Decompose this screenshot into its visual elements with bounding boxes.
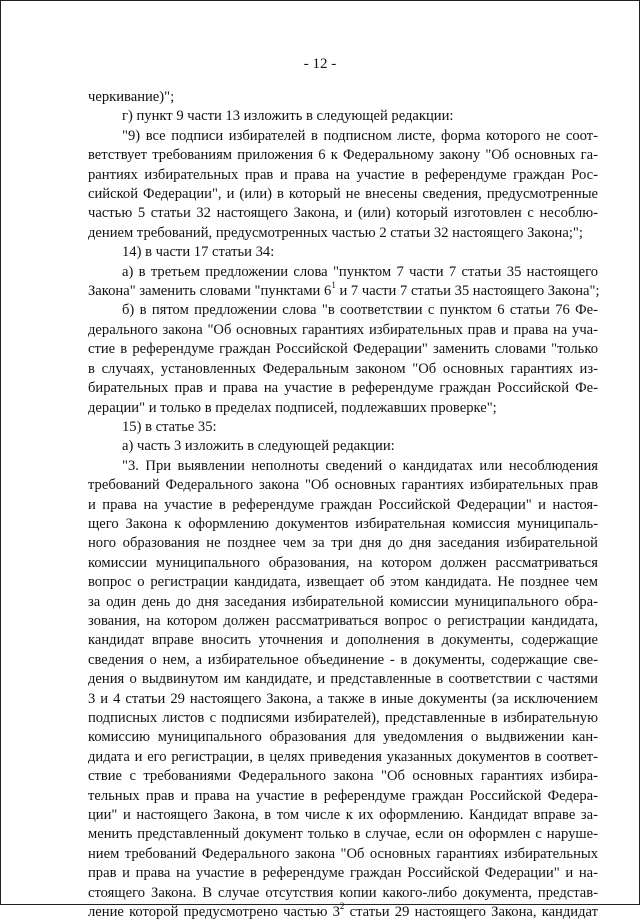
text-line: черкивание)"; xyxy=(88,89,175,105)
page-number: - 12 - xyxy=(303,56,337,72)
text-line: дидата и его регистрации, в целях приведения указанных документов в соответ- xyxy=(88,748,598,765)
text-line: вопрос о регистрации кандидата, извещает об этом кандидата. Не позднее чем xyxy=(88,574,598,591)
text-line: а) в третьем предложении слова "пунктом 7 части 7 статьи 35 настоящего xyxy=(122,263,598,280)
text-line: б) в пятом предложении слова "в соответствии с пунктом 6 статьи 76 Фе- xyxy=(122,302,598,319)
text-line: требований Федерального закона "Об основных гарантиях избирательных прав xyxy=(88,477,598,494)
text-line: г) пункт 9 части 13 изложить в следующей редакции: xyxy=(122,108,454,125)
text-line: менить представленный документ только в случае, если он оформлен с наруше- xyxy=(88,826,598,843)
text-line: ции" и настоящего Закона, в том числе к их оформлению. Кандидат вправе за- xyxy=(88,807,598,824)
text-line: ветствует требованиям приложения 6 к Федеральному закону "Об основных га- xyxy=(88,147,598,164)
text-line: частью 5 статьи 32 настоящего Закона, и (или) который изготовлен с несоблю- xyxy=(88,205,598,222)
text-line: "3. При выявлении неполноты сведений о кандидатах или несоблюдения xyxy=(122,457,598,474)
text-line: бирательных прав и права на участие в референдуме граждан Российской Фе- xyxy=(88,380,598,397)
text-line: за один день до дня заседания избирательной комиссии муниципального обра- xyxy=(88,593,598,610)
superscript: 2 xyxy=(339,901,345,912)
text-line: 15) в статье 35: xyxy=(122,418,217,435)
text-line: ного образования не позднее чем за три дня до дня заседания избирательной xyxy=(88,535,598,552)
text-line: прав и права на участие в референдуме граждан Российской Федерации" и на- xyxy=(88,865,598,882)
text-line: комиссию муниципального образования для уведомления о выдвижении кан- xyxy=(88,729,598,746)
superscript: 1 xyxy=(331,280,336,291)
text-line: в случаях, установленных Федеральным законом "Об основных гарантиях из- xyxy=(88,360,598,377)
text-line: тельных прав и права на участие в референдуме граждан Российской Федера- xyxy=(88,787,598,804)
text-line: дерального закона "Об основных гарантиях избирательных прав и права на уча- xyxy=(88,321,598,338)
text-line: подписных листов с подписями избирателей), представленные в избирательную xyxy=(88,710,598,726)
text-line: дения о выдвинутом им кандидате, и представленные в соответствии с частями xyxy=(88,671,598,688)
text-line: а) часть 3 изложить в следующей редакции: xyxy=(122,438,395,455)
text-line: кандидат вправе вносить уточнения и дополнения в документы, содержащие xyxy=(88,632,598,649)
text-line: и права на участие в референдуме граждан Российской Федерации" и настоя- xyxy=(88,496,598,513)
text-line: ление которой предусмотрено частью $3^2$ статьи 29 настоящего Закона, кандидат xyxy=(88,901,598,921)
text-line: ствие с требованиями Федерального закона "Об основных гарантиях избира- xyxy=(88,768,598,785)
text-line: комиссии муниципального образования, на котором должен рассматриваться xyxy=(88,554,598,571)
text-line: сведения о нем, а избирательное объединение - в документы, содержащие све- xyxy=(88,651,598,668)
text-line: стие в референдуме граждан Российской Федерации" заменить словами "только xyxy=(88,341,598,358)
text-line: нием требований Федерального закона "Об основных гарантиях избирательных xyxy=(88,845,598,862)
text-line: 14) в части 17 статьи 34: xyxy=(122,244,275,261)
document-body xyxy=(88,88,598,922)
text-line: дерации" и только в пределах подписей, подлежавших проверке"; xyxy=(88,399,497,416)
text-line: зования, на котором должен рассматриваться вопрос о регистрации кандидата, xyxy=(88,612,598,629)
text-line: дением требований, предусмотренных частью 2 статьи 32 настоящего Закона;"; xyxy=(88,224,583,241)
text-line: рантиях избирательных прав и права на участие в референдуме граждан Рос- xyxy=(88,166,598,183)
text-line: сийской Федерации", и (или) в который не внесены сведения, предусмотренные xyxy=(88,186,598,203)
text-line: Закона" заменить словами "пунктами $6^1$ и 7 части 7 статьи 35 настоящего Закона"; xyxy=(88,280,600,300)
text-line: "9) все подписи избирателей в подписном листе, форма которого не соот- xyxy=(122,127,598,144)
text-line: 3 и 4 статьи 29 настоящего Закона, а также в иные документы (за исключением xyxy=(88,690,598,707)
text-line: стоящего Закона. В случае отсутствия копии какого-либо документа, представ- xyxy=(88,884,598,901)
text-line: щего Закона к оформлению документов избирательная комиссия муниципаль- xyxy=(88,515,598,532)
